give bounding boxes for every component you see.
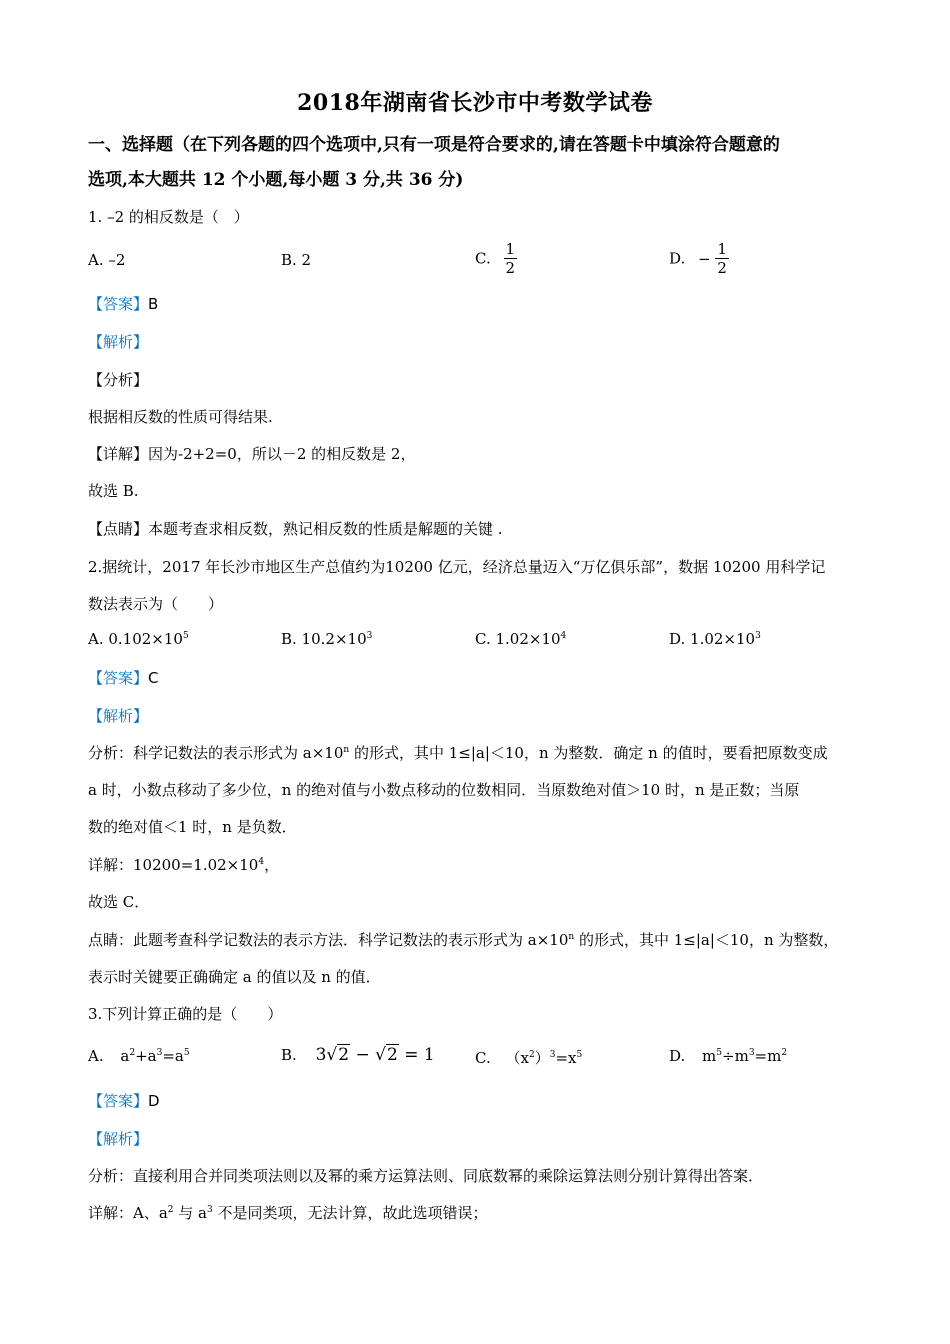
q2-fenxi-line-1-b: 的形式，其中 1≤|a|＜10，n 为整数．确定 n 的值时，要看把原数变成 — [349, 744, 828, 762]
q2-answer — [88, 667, 159, 688]
q2-option-a-exp: 5 — [182, 631, 189, 641]
q1-option-c-denominator: 2 — [505, 259, 516, 277]
q1-option-b: B. 2 — [281, 251, 312, 269]
q3-option-d-label: D. — [669, 1047, 686, 1065]
q3-option-b-equals: = 1 — [398, 1045, 435, 1065]
q3-option-a-label: A. — [88, 1047, 104, 1065]
q2-stem-line-2: 数法表示为（ ） — [88, 595, 224, 613]
q3-option-a-t2: +a — [135, 1047, 157, 1065]
section-heading-line-2: 选项,本大题共 12 个小题,每小题 3 分,共 36 分) — [88, 170, 464, 190]
q3-xiangjie-b: 与 a — [173, 1204, 207, 1222]
answer-value: C — [148, 669, 159, 687]
q3-option-a-e1: 2 — [129, 1048, 136, 1058]
q3-option-d-t3: =m — [754, 1047, 782, 1065]
q2-fenxi-line-3: 数的绝对值＜1 时，n 是负数． — [88, 818, 297, 836]
q2-option-c-exp: 4 — [560, 631, 567, 641]
q2-xiangjie-a: 详解：10200=1.02×10 — [88, 856, 259, 874]
q1-option-a: A. –2 — [88, 251, 126, 269]
q3-option-b-radicand-2: 2 — [386, 1045, 398, 1065]
q1-option-d-label: D. — [669, 249, 686, 268]
q3-xiangjie-e1: 2 — [167, 1205, 174, 1215]
q3-answer — [88, 1090, 160, 1111]
section-heading — [88, 128, 868, 198]
q1-guxuan: 故选 B. — [88, 482, 139, 500]
q1-analysis-tag: 【解析】 — [88, 333, 149, 351]
q2-option-c — [475, 630, 566, 648]
q1-fenxi: 根据相反数的性质可得结果. — [88, 408, 273, 426]
q3-option-a-e2: 3 — [156, 1048, 163, 1058]
q3-option-d-t1: m — [702, 1047, 717, 1065]
q3-option-a-t1: a — [120, 1047, 130, 1065]
q3-option-c — [475, 1047, 582, 1068]
q3-xiangjie-a: 详解：A、a — [88, 1204, 168, 1222]
q2-option-d-exp: 3 — [755, 631, 761, 641]
q1-option-d-sign: − — [698, 249, 711, 268]
q3-option-d-e2: 3 — [748, 1048, 755, 1058]
q2-xiangjie-exp: 4 — [258, 857, 265, 867]
q2-stem-line-1: 2.据统计，2017 年长沙市地区生产总值约为10200 亿元，经济总量迈入“万亿俱乐部”，数据 10200 用科学记 — [88, 558, 826, 576]
q3-option-c-t2: ） — [534, 1049, 550, 1067]
q2-option-b-exp: 3 — [366, 631, 373, 641]
q2-fenxi-line-2: a 时，小数点移动了多少位，n 的绝对值与小数点移动的位数相同．当原数绝对值＞10 时，n 是正数；当原 — [88, 781, 800, 799]
q3-option-c-label: C. — [475, 1049, 491, 1067]
q3-xiangjie — [88, 1202, 488, 1223]
q3-option-b-coef: 3 — [315, 1045, 327, 1065]
q3-option-d-e3: 2 — [781, 1048, 788, 1058]
q3-option-b-label: B. — [281, 1046, 297, 1064]
q1-option-c-label: C. — [475, 249, 491, 268]
q2-fenxi-line-1-a: 分析：科学记数法的表示形式为 a×10 — [88, 744, 344, 762]
q3-option-c-t3: =x — [555, 1049, 577, 1067]
q2-analysis-tag: 【解析】 — [88, 707, 149, 725]
q2-guxuan: 故选 C． — [88, 893, 150, 911]
q2-fenxi-line-1 — [88, 742, 828, 763]
q2-fenxi-line-1-exp: n — [343, 745, 350, 755]
q1-option-d-denominator: 2 — [717, 259, 727, 277]
q1-answer — [88, 293, 158, 314]
q3-option-b-radicand: 2 — [338, 1045, 350, 1065]
q3-option-c-t1: （x — [505, 1049, 529, 1067]
q2-option-d-text: D. 1.02×10 — [669, 630, 756, 648]
q1-xiangjie: 【详解】因为-2+2=0，所以－2 的相反数是 2， — [88, 445, 416, 463]
q2-dianjing-line-1-b: 的形式，其中 1≤|a|＜10，n 为整数， — [574, 931, 839, 949]
answer-value: B — [148, 295, 159, 313]
answer-tag: 【答案】 — [88, 669, 149, 687]
answer-tag: 【答案】 — [88, 1092, 149, 1110]
q1-fenxi-tag: 【分析】 — [88, 371, 149, 389]
q1-stem: 1. –2 的相反数是（ ） — [88, 208, 249, 226]
q2-dianjing-line-2: 表示时关键要正确确定 a 的值以及 n 的值． — [88, 968, 381, 986]
q3-option-a-e3: 5 — [183, 1048, 190, 1058]
q3-option-a — [88, 1047, 190, 1065]
q3-option-c-e3: 5 — [576, 1050, 583, 1060]
q2-option-a — [88, 630, 189, 648]
q2-dianjing-line-1-exp: n — [568, 932, 575, 942]
q2-option-b — [281, 630, 372, 648]
q2-dianjing-line-1 — [88, 929, 838, 950]
q3-option-a-t3: =a — [162, 1047, 184, 1065]
q2-option-d — [669, 630, 761, 648]
q3-option-b-expression: 3√2 − √2 = 1 — [315, 1045, 435, 1065]
q2-option-b-text: B. 10.2×10 — [281, 630, 367, 648]
q3-option-c-e1: 2 — [528, 1050, 535, 1060]
q3-xiangjie-c: 不是同类项，无法计算，故此选项错误； — [212, 1204, 488, 1222]
q3-stem: 3.下列计算正确的是（ ） — [88, 1005, 283, 1023]
q3-option-b — [281, 1045, 435, 1065]
q3-analysis-tag: 【解析】 — [88, 1130, 149, 1148]
q2-dianjing-line-1-a: 点睛：此题考查科学记数法的表示方法．科学记数法的表示形式为 a×10 — [88, 931, 569, 949]
q1-dianjing: 【点睛】本题考查求相反数，熟记相反数的性质是解题的关键 . — [88, 520, 503, 538]
q1-option-d-numerator: 1 — [717, 240, 727, 258]
q2-option-a-text: A. 0.102×10 — [88, 630, 183, 648]
q3-option-d-e1: 5 — [716, 1048, 723, 1058]
q3-option-d-t2: ÷m — [722, 1047, 749, 1065]
q3-fenxi: 分析：直接利用合并同类项法则以及幂的乘方运算法则、同底数幂的乘除运算法则分别计算得出答案． — [88, 1167, 764, 1185]
q2-xiangjie — [88, 854, 279, 875]
q1-option-d — [669, 240, 729, 277]
section-heading-line-1: 一、选择题（在下列各题的四个选项中,只有一项是符合要求的,请在答题卡中填涂符合题意的 — [88, 135, 780, 155]
q1-option-c-fraction — [504, 240, 518, 277]
q2-option-c-text: C. 1.02×10 — [475, 630, 561, 648]
answer-value: D — [148, 1092, 160, 1110]
page-title: 2018年湖南省长沙市中考数学试卷 — [297, 90, 653, 116]
q3-option-b-minus: − — [350, 1045, 376, 1065]
q1-option-c-numerator: 1 — [505, 240, 516, 258]
answer-tag: 【答案】 — [88, 295, 149, 313]
q2-xiangjie-b: ， — [264, 856, 280, 874]
q1-option-c — [475, 240, 517, 277]
q3-option-d — [669, 1047, 787, 1065]
q3-option-c-e2: 3 — [549, 1050, 556, 1060]
q1-option-d-fraction — [715, 240, 729, 277]
q3-xiangjie-e2: 3 — [207, 1205, 213, 1215]
